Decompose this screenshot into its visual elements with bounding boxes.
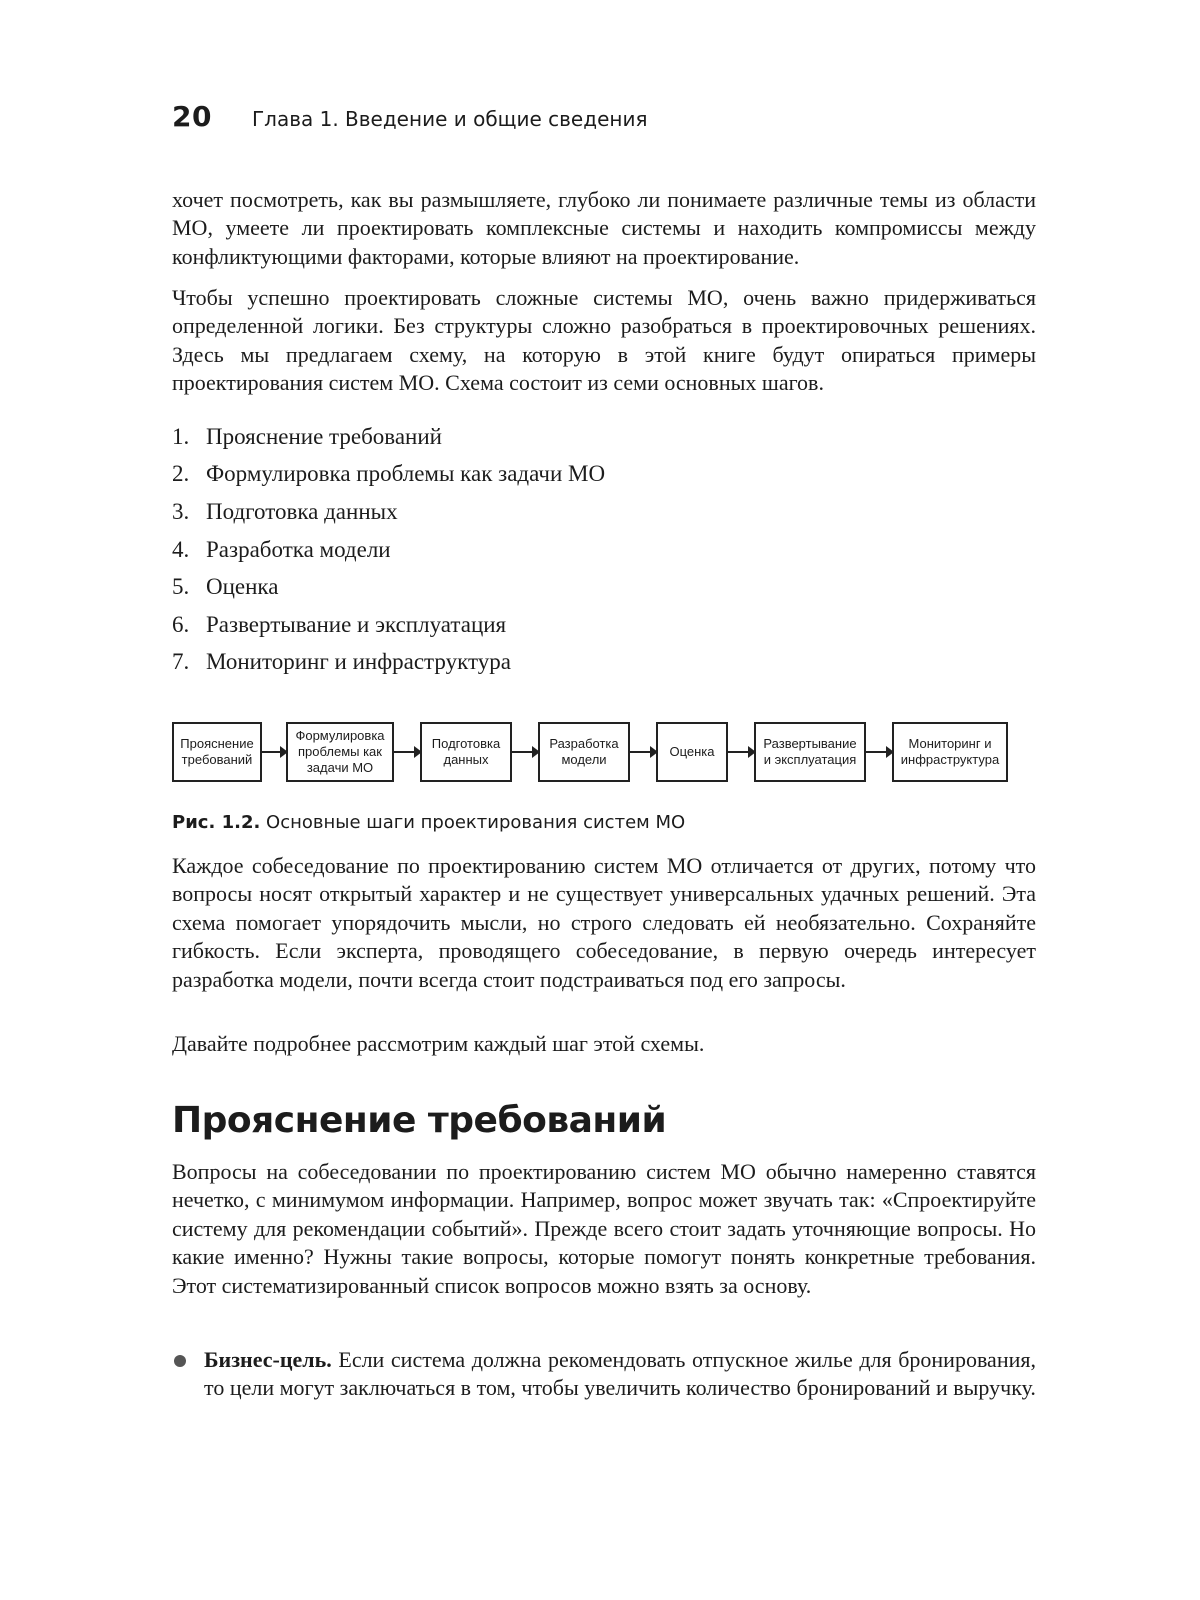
bullet-item xyxy=(172,1346,1036,1403)
list-item-number: 2. xyxy=(172,461,190,487)
list-item-label: Развертывание и эксплуатация xyxy=(206,611,507,637)
steps-list xyxy=(172,418,605,681)
bullet-text xyxy=(204,1346,1036,1403)
paragraph-3: Каждое собеседование по проектированию систем МО отличается от других, потому что вопросы носят открытый характер и не существует универсальных удачных решений. Эта схема помогает упорядочить мысли, но строго следовать ей необязательно. Сохраняйте гибкость. Если эксперта, проводящего собеседование, в первую очередь интересует разработка модели, почти всегда стоит подстраиваться под его запросы. xyxy=(172,853,1036,992)
flow-box-evaluation: Оценка xyxy=(656,722,728,782)
list-item-number: 1. xyxy=(172,423,190,449)
paragraph-4: Давайте подробнее рассмотрим каждый шаг этой схемы. xyxy=(172,1031,705,1056)
paragraph-2: Чтобы успешно проектировать сложные системы МО, очень важно придерживаться определенной логики. Без структуры сложно разобраться в проектировочных решениях. Здесь мы предлагаем схему, на которую в этой книге будут опираться примеры проектирования систем МО. Схема состоит из семи основных шагов. xyxy=(172,285,1036,396)
list-item-number: 3. xyxy=(172,498,190,524)
list-item-number: 6. xyxy=(172,611,190,637)
section-heading: Прояснение требований xyxy=(172,1100,667,1141)
list-item xyxy=(172,606,605,644)
flow-box-clarify-requirements: Прояснение требований xyxy=(172,722,262,782)
list-item-number: 5. xyxy=(172,574,190,600)
flow-arrow xyxy=(728,751,754,753)
list-item xyxy=(172,493,605,531)
flow-arrow xyxy=(394,751,420,753)
flow-box-model-development: Разработка модели xyxy=(538,722,630,782)
list-item xyxy=(172,568,605,606)
bullet-description: Если система должна рекомендовать отпускное жилье для бронирования, то цели могут заключаться в том, чтобы увеличить количество бронирований и выручку. xyxy=(204,1347,1036,1401)
list-item-label: Оценка xyxy=(206,574,279,600)
flow-arrow xyxy=(866,751,892,753)
figure-caption xyxy=(172,812,685,833)
list-item-label: Мониторинг и инфраструктура xyxy=(206,649,511,675)
list-item-label: Подготовка данных xyxy=(206,498,398,524)
list-item-label: Прояснение требований xyxy=(206,423,442,449)
list-item-label: Разработка модели xyxy=(206,536,391,562)
flow-arrow xyxy=(630,751,656,753)
list-item xyxy=(172,531,605,569)
flow-box-data-preparation: Подготовка данных xyxy=(420,722,512,782)
list-item-label: Формулировка проблемы как задачи МО xyxy=(206,461,606,487)
flow-arrow xyxy=(262,751,286,753)
list-item-number: 4. xyxy=(172,536,190,562)
flow-arrow xyxy=(512,751,538,753)
bullet-dot-icon xyxy=(174,1355,186,1367)
page-number: 20 xyxy=(172,100,212,133)
list-item-number: 7. xyxy=(172,649,190,675)
paragraph-1: хочет посмотреть, как вы размышляете, глубоко ли понимаете различные темы из области МО, умеете ли проектировать комплексные системы и находить компромиссы между конфликтующими факторами, которые влияют на проектирование. xyxy=(172,187,1036,269)
figure-caption-text: Основные шаги проектирования систем МО xyxy=(266,812,686,833)
process-flow-diagram xyxy=(172,722,1036,786)
list-item xyxy=(172,456,605,494)
flow-box-deployment: Развертывание и эксплуатация xyxy=(754,722,866,782)
list-item xyxy=(172,644,605,682)
paragraph-5: Вопросы на собеседовании по проектированию систем МО обычно намеренно ставятся нечетко, с минимумом информации. Например, вопрос может звучать так: «Спроектируйте систему для рекомендации событий». Прежде всего стоит задать уточняющие вопросы. Но какие именно? Нужны такие вопросы, которые помогут понять конкретные требования. Этот систематизированный список вопросов можно взять за основу. xyxy=(172,1159,1036,1298)
flow-box-frame-problem: Формулировка проблемы как задачи МО xyxy=(286,722,394,782)
bullet-term: Бизнес-цель. xyxy=(204,1347,332,1372)
chapter-title: Глава 1. Введение и общие сведения xyxy=(251,107,648,131)
list-item xyxy=(172,418,605,456)
figure-label: Рис. 1.2. xyxy=(172,812,261,833)
flow-box-monitoring: Мониторинг и инфраструктура xyxy=(892,722,1008,782)
running-head xyxy=(172,100,647,133)
